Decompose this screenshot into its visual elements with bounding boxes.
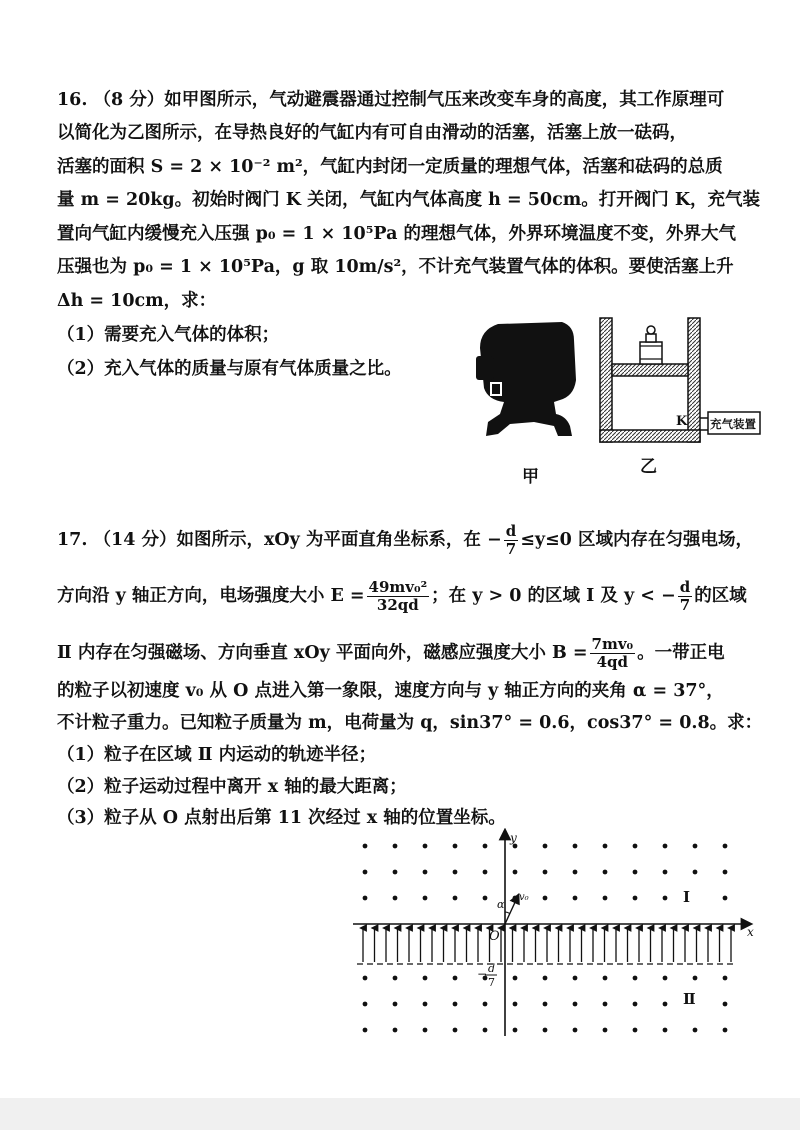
frac-num: 7mv₀ [591, 635, 634, 653]
q17-line-2-text-c: 的区域 [694, 586, 747, 606]
q16-line-2: 以简化为乙图所示，在导热良好的气缸内有可自由滑动的活塞，活塞上放一砝码， [57, 123, 687, 143]
field-dot [453, 870, 458, 875]
field-dot [513, 976, 518, 981]
neg-d-num: d [488, 962, 496, 975]
field-dot [723, 844, 728, 849]
q17-field-diagram [345, 828, 765, 1046]
field-dot [603, 1028, 608, 1033]
field-dot [423, 896, 428, 901]
field-dot [723, 976, 728, 981]
field-dot [423, 870, 428, 875]
field-dot [573, 896, 578, 901]
magnetic-field-dots [363, 844, 728, 1033]
field-dot [693, 844, 698, 849]
field-dot [723, 1028, 728, 1033]
q17-line-1-text-b: ≤y≤0 区域内存在匀强电场， [520, 530, 753, 550]
frac-num: d [679, 578, 691, 596]
q17-sub-1: （1）粒子在区域 Ⅱ 内运动的轨迹半径； [57, 745, 377, 765]
field-dot [453, 976, 458, 981]
field-dot [363, 844, 368, 849]
field-dot [483, 844, 488, 849]
q16-line-3: 活塞的面积 S = 2 × 10⁻² m²，气缸内封闭一定质量的理想气体，活塞和砝码的总质 [57, 157, 723, 177]
q17-line-1-text-a: 17. （14 分）如图所示，xOy 为平面直角坐标系，在 − [57, 530, 502, 550]
field-dot [693, 976, 698, 981]
v0-label: v₀ [519, 892, 529, 903]
alpha-label: α [497, 898, 505, 911]
field-dot [543, 976, 548, 981]
electric-field-lines [363, 928, 731, 962]
field-dot [543, 1028, 548, 1033]
field-dot [663, 1002, 668, 1007]
field-dot [453, 1002, 458, 1007]
field-dot [633, 870, 638, 875]
piston [612, 364, 688, 376]
q16-sub-2: （2）充入气体的质量与原有气体质量之比。 [57, 359, 402, 379]
field-dot [543, 896, 548, 901]
field-dot [663, 1028, 668, 1033]
field-dot [633, 1028, 638, 1033]
q17-line-4: 的粒子以初速度 v₀ 从 O 点进入第一象限，速度方向与 y 轴正方向的夹角 α = 37°， [57, 681, 724, 701]
field-dot [393, 896, 398, 901]
q17-line-5: 不计粒子重力。已知粒子质量为 m，电荷量为 q，sin37° = 0.6，cos37° = 0.8。求： [57, 713, 763, 733]
field-dot [363, 976, 368, 981]
x-axis-label: x [747, 925, 754, 939]
region-1-label: Ⅰ [683, 888, 691, 906]
field-dot [693, 870, 698, 875]
q17-line-2-text-b: ；在 y > 0 的区域 Ⅰ 及 y < − [431, 586, 676, 606]
field-dot [603, 870, 608, 875]
field-dot [663, 844, 668, 849]
q17-line-2 [57, 580, 747, 613]
field-dot [573, 1002, 578, 1007]
field-dot [393, 870, 398, 875]
frac-den: 32qd [376, 596, 419, 614]
field-dot [363, 1028, 368, 1033]
field-dot [513, 1028, 518, 1033]
q17-frac-d-7 [504, 524, 519, 557]
q17-line-1 [57, 524, 753, 557]
q16-line-1: 16. （8 分）如甲图所示，气动避震器通过控制气压来改变车身的高度，其工作原理可 [57, 90, 725, 110]
field-dot [423, 844, 428, 849]
velocity-arrow [505, 898, 517, 924]
field-dot [543, 844, 548, 849]
figure-jia-shock-absorber [470, 318, 590, 488]
figure-jia-label: 甲 [522, 467, 539, 487]
inflation-device-label: 充气装置 [710, 417, 756, 431]
q17-sub-3: （3）粒子从 O 点射出后第 11 次经过 x 轴的位置坐标。 [57, 808, 506, 828]
cylinder-left-wall [600, 318, 612, 442]
q17-frac-b-field [590, 637, 636, 670]
frac-den: 7 [679, 596, 691, 614]
field-dot [513, 1002, 518, 1007]
frac-den: 7 [505, 540, 517, 558]
field-dot [573, 844, 578, 849]
q17-line-3-text-b: 。一带正电 [637, 643, 725, 663]
field-dot [573, 1028, 578, 1033]
field-dot [483, 1002, 488, 1007]
field-dot [393, 844, 398, 849]
q17-frac-d-7-b [678, 580, 693, 613]
field-dot [603, 976, 608, 981]
figure-yi-label: 乙 [640, 457, 657, 477]
field-dot [663, 870, 668, 875]
field-dot [723, 870, 728, 875]
field-dot [663, 896, 668, 901]
field-dot [513, 870, 518, 875]
field-dot [453, 844, 458, 849]
field-dot [603, 896, 608, 901]
field-dot [363, 1002, 368, 1007]
valve-k-label: K [676, 414, 688, 429]
neg-d-den: 7 [488, 976, 495, 989]
cylinder-right-wall [688, 318, 700, 442]
field-dot [393, 976, 398, 981]
field-dot [453, 896, 458, 901]
origin-label: O [489, 929, 500, 944]
q16-sub-1: （1）需要充入气体的体积； [57, 325, 280, 345]
field-dot [573, 976, 578, 981]
field-dot [723, 896, 728, 901]
field-dot [633, 976, 638, 981]
weight [640, 342, 662, 364]
q16-line-4: 量 m = 20kg。初始时阀门 K 关闭，气缸内气体高度 h = 50cm。打开阀门 K，充气装 [57, 190, 761, 210]
field-dot [633, 896, 638, 901]
field-dot [483, 896, 488, 901]
q17-line-3-text-a: Ⅱ 内存在匀强磁场、方向垂直 xOy 平面向外，磁感应强度大小 B = [57, 643, 588, 663]
figure-yi-cylinder [596, 312, 766, 487]
field-dot [543, 870, 548, 875]
q16-line-5: 置向气缸内缓慢充入压强 p₀ = 1 × 10⁵Pa 的理想气体，外界环境温度不变，外界大气 [57, 224, 737, 244]
page-bottom-band [0, 1098, 800, 1130]
field-dot [543, 1002, 548, 1007]
field-dot [633, 1002, 638, 1007]
field-dot [723, 1002, 728, 1007]
field-dot [483, 1028, 488, 1033]
field-dot [633, 844, 638, 849]
field-dot [363, 870, 368, 875]
field-dot [363, 896, 368, 901]
q17-sub-2: （2）粒子运动过程中离开 x 轴的最大距离； [57, 777, 407, 797]
field-dot [393, 1028, 398, 1033]
y-axis-label: y [510, 831, 517, 845]
neg-sign: − [477, 967, 488, 981]
frac-num: d [505, 522, 517, 540]
q16-line-7: Δh = 10cm，求： [57, 291, 217, 311]
field-dot [693, 1028, 698, 1033]
q17-frac-e-field [367, 580, 430, 613]
q17-line-2-text-a: 方向沿 y 轴正方向，电场强度大小 E = [57, 586, 365, 606]
frac-den: 4qd [596, 653, 629, 671]
field-dot [603, 1002, 608, 1007]
field-dot [423, 1002, 428, 1007]
field-dot [483, 870, 488, 875]
frac-num: 49mv₀² [368, 578, 428, 596]
field-dot [393, 1002, 398, 1007]
field-dot [423, 1028, 428, 1033]
field-dot [453, 1028, 458, 1033]
field-dot [573, 870, 578, 875]
cylinder-bottom [600, 430, 700, 442]
q16-line-6: 压强也为 p₀ = 1 × 10⁵Pa，g 取 10m/s²，不计充气装置气体的体积。要使活塞上升 [57, 257, 734, 277]
region-2-label: Ⅱ [683, 990, 696, 1008]
field-dot [603, 844, 608, 849]
q17-line-3 [57, 637, 725, 670]
field-dot [663, 976, 668, 981]
field-dot [423, 976, 428, 981]
